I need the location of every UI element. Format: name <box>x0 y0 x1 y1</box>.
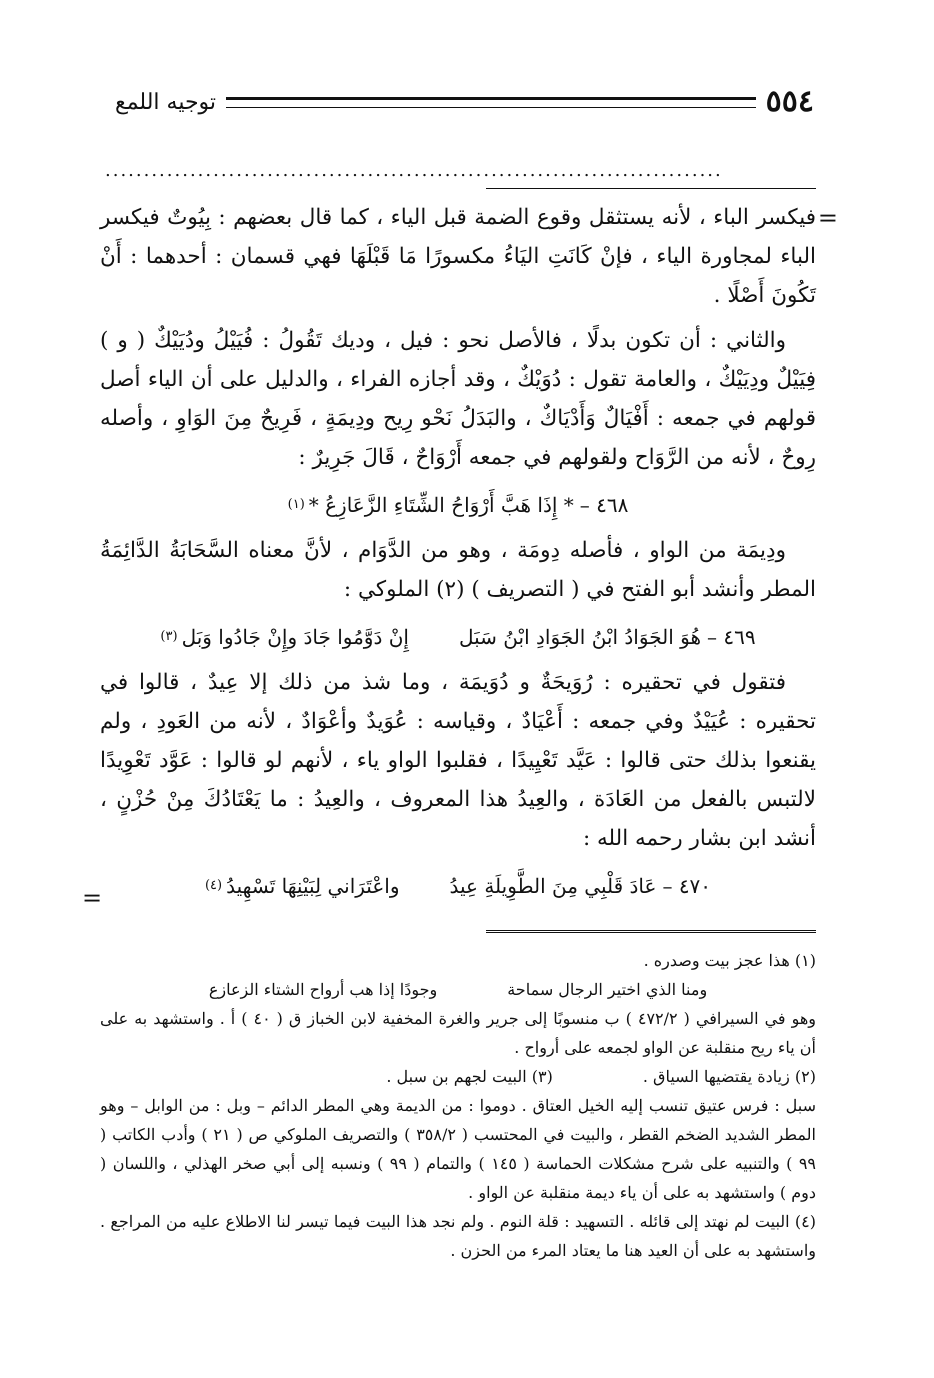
main-text <box>100 198 816 912</box>
verse-second-hemistich: إِنْ دَوَّمُوا جَادَ وإِنْ جَادُوا وَبَل <box>181 625 409 649</box>
footnote-ref-3: (٣) <box>160 629 178 644</box>
verse-468 <box>100 483 816 527</box>
footnote-verse-hemistich-2: وجودًا إذا هب أرواح الشتاء الزعازع <box>208 980 438 999</box>
footnotes-2-3 <box>100 1062 816 1091</box>
footnote-1: (١) هذا عجز بيت وصدره . <box>643 951 816 970</box>
footnote-verse-hemistich-1: ومنا الذي اختير الرجال سماحة <box>507 980 708 999</box>
dotted-separator: ................................................................................ <box>105 160 723 181</box>
paragraph-1: فيكسر الباء ، لأنه يستثقل وقوع الضمة قبل الياء ، كما قال بعضهم : بِيُوتٌ فيكسر الباء لمجاورة الياء ، فإنْ كَانَتِ اليَاءُ مكسورًا مَا قَبْلَهَا فهي قسمان : أحدهما : أَنْ تَكُونَ أَصْلًا . <box>100 205 816 308</box>
verse-number: ٤٦٨ – <box>579 493 629 517</box>
verse-470 <box>100 864 816 908</box>
footnote-2: (٢) زيادة يقتضيها السياق . <box>642 1067 816 1086</box>
header-rule <box>226 97 756 108</box>
top-short-rule <box>486 188 816 189</box>
footnote-ref-4: (٤) <box>204 878 223 893</box>
footnote-4: (٤) البيت لم نهتد إلى قائله . التسهيد : قلة النوم . ولم نجد هذا البيت فيما تيسر لنا الاطلاع عليه من المراجع . واستشهد به على أن العيد هنا ما يعتاد المرء من الحزن . <box>100 1212 816 1260</box>
footnotes <box>100 946 816 1265</box>
verse-number: ٤٧٠ – <box>662 874 712 898</box>
verse-second-hemistich: واعْتَرَاني لِبَيْنِهَا تَسْهِيدُ <box>226 874 400 898</box>
verse-469 <box>100 615 816 659</box>
paragraph-3: ودِيمَة من الواو ، فأصله دِومَة ، وهو من الدَّوَام ، لأنَّ معناه السَّحَابَةُ الدَّائِمَةُ المطر وأنشد أبو الفتح في ( التصريف ) (٢) الملوكي : <box>100 538 816 602</box>
page-number: ٥٥٤ <box>765 84 814 119</box>
verse-first-hemistich: عَادَ قَلْبِي مِنَ الطَّوِيلَةِ عِيدُ <box>449 874 657 898</box>
paragraph-2: والثاني : أن تكون بدلًا ، فالأصل نحو : فيل ، وديك تَقُولُ : فُيَيْلُ ودُيَيْكٌ ( و ) فِيَيْلٌ ودِيَيْكٌ ، والعامة تقول : دُوَيْكٌ ، وقد أجازه الفراء ، والدليل على أن الياء أصل قولهم في جمعه : أَفْيَالٌ وَأَدْيَاكٌ ، والبَدَلُ نَحْو رِيح ودِيمَةٍ ، فَرِيحٌ مِنَ الوَاوِ ، وأصله رِوحٌ ، لأنه من الرَّوَاح ولقولهم في جمعه أَرْوَاحٌ ، قَالَ جَرِيرٌ : <box>100 328 816 470</box>
running-title: توجيه اللمع <box>115 89 217 115</box>
page-header <box>115 82 814 122</box>
footnote-3-detail: سبل : فرس عتيق تنسب إليه الخيل العتاق . دوموا : من الديمة وهي المطر الدائم – وبل : من الوابل – وهو المطر الشديد الضخم القطر ، والبيت في المحتسب ( ٣٥٨/٢ ) والتصريف الملوكي ص ( ٢١ ) وأدب الكاتب ( ٩٩ ) والتنبيه على شرح مشكلات الحماسة ( ١٤٥ ) والتمام ( ٩٩ ) ونسبه إلى أبي صخر الهذلي ، واللسان ( دوم ) واستشهد به على أن ياء ديمة منقلبة عن الواو . <box>100 1096 817 1202</box>
paragraph-4: فتقول في تحقيره : رُوَيحَةٌ و دُوَيمَة ، وما شذ من ذلك إلا عِيدٌ ، قالوا في تحقيره : عُيَيْدٌ وفي جمعه : أَعْيَادٌ ، وقياسه : عُوَيدٌ وأعْوَادٌ ، لأنه من العَودِ ، ولم يقنعوا بذلك حتى قالوا : عَيَّد تَعْيِيدًا ، فقلبوا الواو ياء ، لأنهم لو قالوا : عَوَّد تَعْوِيدًا لالتبس بالفعل من العَادَة ، والعِيدُ هذا المعروف ، والعِيدُ : ما يَعْتَادُكَ مِنْ حُزْنٍ ، أنشد ابن بشار رحمه الله : <box>100 670 816 851</box>
verse-number: ٤٦٩ – <box>707 625 756 649</box>
footnote-3: (٣) البيت لجهم بن سبل . <box>386 1067 553 1086</box>
footnote-ref-1: (١) <box>287 497 305 512</box>
end-continuation-mark: = <box>82 884 103 912</box>
continuation-mark: = <box>817 204 838 232</box>
footnote-1-verse <box>100 975 816 1004</box>
footnote-rule <box>486 930 816 936</box>
footnote-1-source: وهو في السيرافي ( ٤٧٢/٢ ) ب منسوبًا إلى جرير والغرة المخفية لابن الخباز ق ( ٤٠ ) أ . واستشهد به على أن ياء ريح منقلبة عن الواو لجمعه على أرواح . <box>100 1009 816 1057</box>
verse-first-hemistich: هُوَ الجَوَادُ ابْنُ الجَوَادِ ابْنُ سَبَل <box>458 625 701 649</box>
verse-text: * إِذَا هَبَّ أَرْوَاحُ الشِّتَاءِ الزَّعَازِعُ * <box>308 493 574 517</box>
